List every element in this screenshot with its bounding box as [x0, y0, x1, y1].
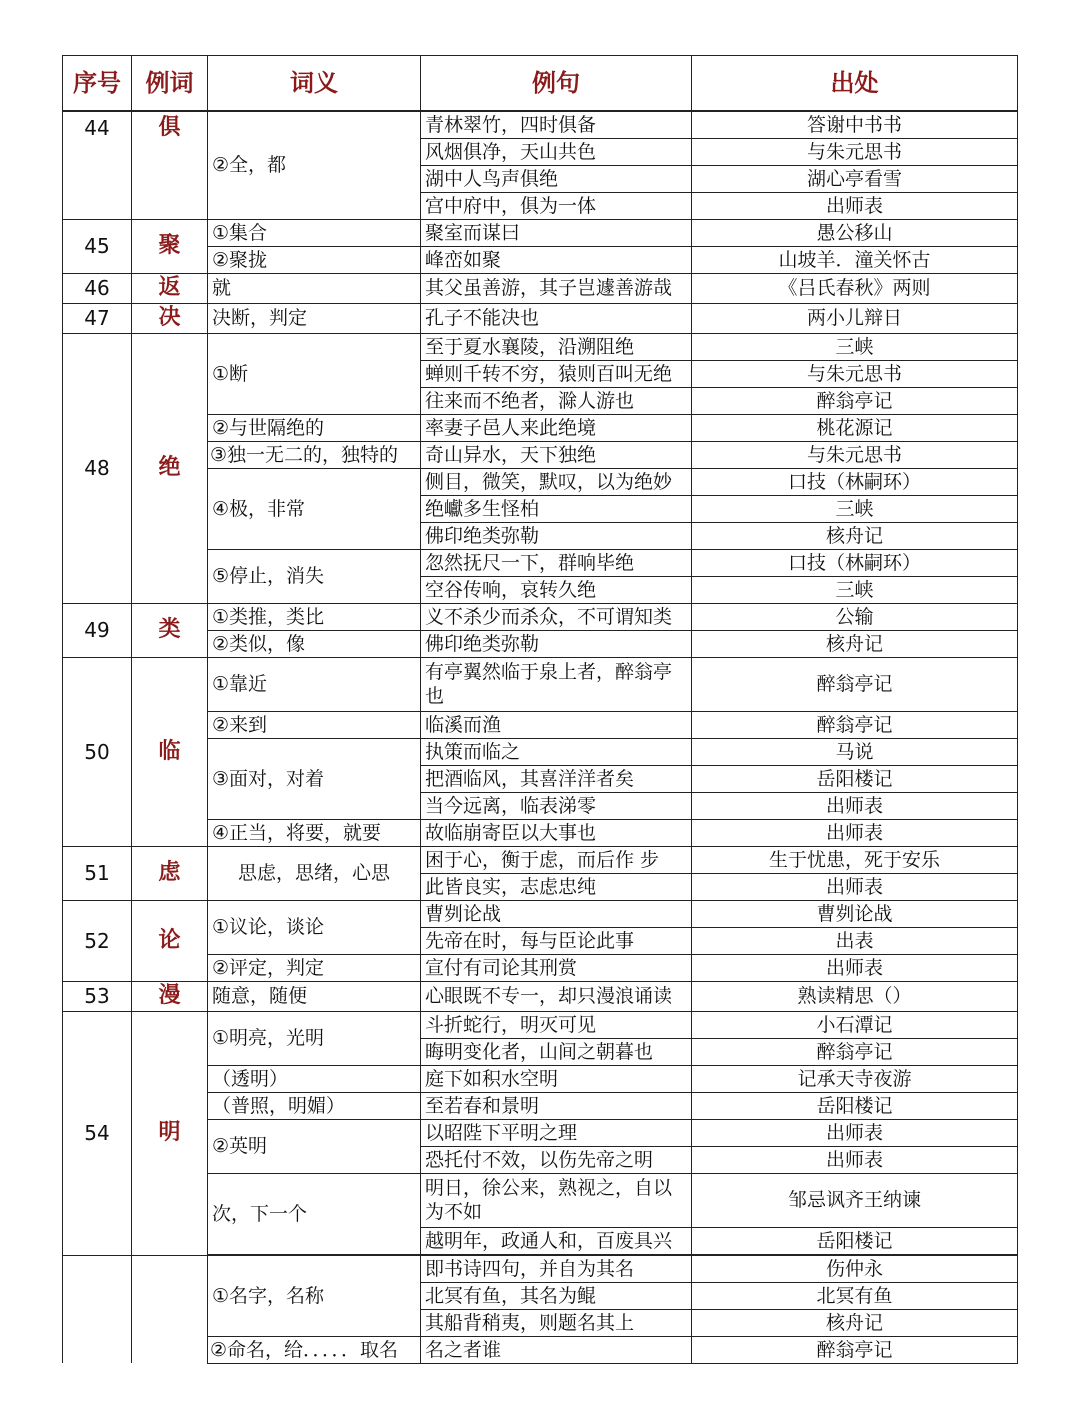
example-cell: 当今远离，临表涕零 [421, 792, 692, 819]
example-cell: 宣付有司论其刑赏 [421, 954, 692, 981]
example-cell: 有亭翼然临于泉上者，醉翁亭也 [421, 657, 692, 711]
example-cell: 蝉则千转不穷，猿则百叫无绝 [421, 360, 692, 387]
word-cell: 聚 [132, 219, 208, 273]
source-cell: 岳阳楼记 [692, 1227, 1018, 1254]
example-cell: 奇山异水，天下独绝 [421, 441, 692, 468]
source-cell: 醉翁亭记 [692, 387, 1018, 414]
source-cell: 出师表 [692, 873, 1018, 900]
source-cell: 桃花源记 [692, 414, 1018, 441]
source-cell: 三峡 [692, 576, 1018, 603]
meaning-cell: （透明） [208, 1065, 421, 1092]
seq-cell: 54 [63, 1011, 132, 1255]
source-cell: 曹刿论战 [692, 900, 1018, 927]
source-cell: 《吕氏春秋》两则 [692, 273, 1018, 303]
header-row [63, 56, 1018, 112]
source-cell: 出表 [692, 927, 1018, 954]
word-cell: 临 [132, 657, 208, 846]
source-cell: 邹忌讽齐王纳谏 [692, 1173, 1018, 1227]
word-cell: 绝 [132, 333, 208, 603]
example-cell: 至于夏水襄陵，沿溯阻绝 [421, 333, 692, 360]
example-cell: 庭下如积水空明 [421, 1065, 692, 1092]
word-cell: 决 [132, 303, 208, 333]
header-example: 例句 [421, 56, 692, 112]
example-cell: 晦明变化者，山间之朝暮也 [421, 1038, 692, 1065]
source-cell: 出师表 [692, 792, 1018, 819]
example-cell: 心眼既不专一，却只漫浪诵读 [421, 981, 692, 1011]
vocabulary-table [62, 55, 1018, 1364]
header-seq: 序号 [63, 56, 132, 112]
source-cell: 岳阳楼记 [692, 765, 1018, 792]
word-cell: 虑 [132, 846, 208, 900]
seq-cell: 49 [63, 603, 132, 657]
example-cell: 先帝在时，每与臣论此事 [421, 927, 692, 954]
source-cell: 小石潭记 [692, 1011, 1018, 1038]
meaning-cell: ①类推，类比 [208, 603, 421, 630]
source-cell: 生于忧患，死于安乐 [692, 846, 1018, 873]
source-cell: 北冥有鱼 [692, 1282, 1018, 1309]
example-cell: 峰峦如聚 [421, 246, 692, 273]
source-cell: 公输 [692, 603, 1018, 630]
meaning-cell: 思虑，思绪，心思 [208, 846, 421, 900]
table-row [63, 219, 1018, 246]
word-cell: 论 [132, 900, 208, 981]
source-cell: 答谢中书书 [692, 111, 1018, 138]
example-cell: 义不杀少而杀众，不可谓知类 [421, 603, 692, 630]
meaning-cell: ②全，都 [208, 111, 421, 219]
meaning-cell: ①靠近 [208, 657, 421, 711]
example-cell: 恐托付不效，以伤先帝之明 [421, 1146, 692, 1173]
source-cell: 山坡羊．潼关怀古 [692, 246, 1018, 273]
source-cell: 核舟记 [692, 630, 1018, 657]
table-row [63, 846, 1018, 873]
meaning-cell: ②评定，判定 [208, 954, 421, 981]
meaning-cell: 就 [208, 273, 421, 303]
example-cell: 其船背稍夷，则题名其上 [421, 1309, 692, 1336]
seq-cell: 45 [63, 219, 132, 273]
source-cell: 伤仲永 [692, 1255, 1018, 1282]
table-row [63, 1255, 1018, 1282]
meaning-cell: ②英明 [208, 1119, 421, 1173]
header-source: 出处 [692, 56, 1018, 112]
meaning-cell: ②聚拢 [208, 246, 421, 273]
source-cell: 两小儿辩日 [692, 303, 1018, 333]
example-cell: 临溪而渔 [421, 711, 692, 738]
source-cell: 核舟记 [692, 522, 1018, 549]
example-cell: 此皆良实，志虑忠纯 [421, 873, 692, 900]
example-cell: 佛印绝类弥勒 [421, 522, 692, 549]
source-cell: 醉翁亭记 [692, 657, 1018, 711]
word-cell: 返 [132, 273, 208, 303]
meaning-cell: ③面对，对着 [208, 738, 421, 819]
example-cell: 斗折蛇行，明灭可见 [421, 1011, 692, 1038]
source-cell: 三峡 [692, 333, 1018, 360]
example-cell: 把酒临风，其喜洋洋者矣 [421, 765, 692, 792]
source-cell: 出师表 [692, 192, 1018, 219]
example-cell: 青林翠竹，四时俱备 [421, 111, 692, 138]
meaning-cell: ①集合 [208, 219, 421, 246]
example-cell: 侧目，微笑，默叹，以为绝妙 [421, 468, 692, 495]
example-cell: 空谷传响，哀转久绝 [421, 576, 692, 603]
meaning-cell: ③独一无二的，独特的 [208, 441, 421, 468]
example-cell: 执策而临之 [421, 738, 692, 765]
meaning-cell: ②与世隔绝的 [208, 414, 421, 441]
source-cell: 口技（林嗣环） [692, 549, 1018, 576]
source-cell: 湖心亭看雪 [692, 165, 1018, 192]
meaning-cell: ⑤停止，消失 [208, 549, 421, 603]
meaning-cell: 随意，随便 [208, 981, 421, 1011]
example-cell: 率妻子邑人来此绝境 [421, 414, 692, 441]
meaning-cell: ①明亮，光明 [208, 1011, 421, 1065]
seq-cell: 52 [63, 900, 132, 981]
example-cell: 越明年，政通人和，百废具兴 [421, 1227, 692, 1254]
table-row [63, 900, 1018, 927]
source-cell: 醉翁亭记 [692, 1038, 1018, 1065]
table-row [63, 657, 1018, 711]
meaning-cell: ②命名，给．．．．．取名 [208, 1336, 421, 1363]
seq-cell: 50 [63, 657, 132, 846]
source-cell: 醉翁亭记 [692, 711, 1018, 738]
source-cell: 出师表 [692, 1146, 1018, 1173]
seq-cell: 46 [63, 273, 132, 303]
word-cell [132, 1255, 208, 1363]
source-cell: 醉翁亭记 [692, 1336, 1018, 1363]
seq-cell: 48 [63, 333, 132, 603]
source-cell: 岳阳楼记 [692, 1092, 1018, 1119]
source-cell: 口技（林嗣环） [692, 468, 1018, 495]
source-cell: 与朱元思书 [692, 441, 1018, 468]
example-cell: 北冥有鱼，其名为鲲 [421, 1282, 692, 1309]
source-cell: 与朱元思书 [692, 138, 1018, 165]
header-word: 例词 [132, 56, 208, 112]
source-cell: 与朱元思书 [692, 360, 1018, 387]
source-cell: 马说 [692, 738, 1018, 765]
example-cell: 往来而不绝者，滁人游也 [421, 387, 692, 414]
example-cell: 宫中府中，俱为一体 [421, 192, 692, 219]
example-cell: 其父虽善游，其子岂遽善游哉 [421, 273, 692, 303]
example-cell: 至若春和景明 [421, 1092, 692, 1119]
source-cell: 三峡 [692, 495, 1018, 522]
source-cell: 出师表 [692, 954, 1018, 981]
table-row [63, 333, 1018, 360]
header-meaning: 词义 [208, 56, 421, 112]
example-cell: 名之者谁 [421, 1336, 692, 1363]
example-cell: 风烟俱净，天山共色 [421, 138, 692, 165]
meaning-cell: （普照，明媚） [208, 1092, 421, 1119]
table-row [63, 303, 1018, 333]
seq-cell [63, 1255, 132, 1363]
table-row [63, 111, 1018, 138]
example-cell: 明日，徐公来，熟视之，自以为不如 [421, 1173, 692, 1227]
table-row [63, 981, 1018, 1011]
example-cell: 即书诗四句，并自为其名 [421, 1255, 692, 1282]
seq-cell: 47 [63, 303, 132, 333]
word-cell: 明 [132, 1011, 208, 1255]
example-cell: 聚室而谋曰 [421, 219, 692, 246]
source-cell: 出师表 [692, 819, 1018, 846]
example-cell: 以昭陛下平明之理 [421, 1119, 692, 1146]
example-cell: 湖中人鸟声俱绝 [421, 165, 692, 192]
word-cell: 漫 [132, 981, 208, 1011]
meaning-cell: ①名字，名称 [208, 1255, 421, 1336]
meaning-cell: ④正当，将要，就要 [208, 819, 421, 846]
example-cell: 曹刿论战 [421, 900, 692, 927]
meaning-cell: ②来到 [208, 711, 421, 738]
word-cell: 类 [132, 603, 208, 657]
source-cell: 核舟记 [692, 1309, 1018, 1336]
example-cell: 故临崩寄臣以大事也 [421, 819, 692, 846]
source-cell: 记承天寺夜游 [692, 1065, 1018, 1092]
example-cell: 佛印绝类弥勒 [421, 630, 692, 657]
source-cell: 熟读精思（） [692, 981, 1018, 1011]
seq-cell: 53 [63, 981, 132, 1011]
example-cell: 绝巘多生怪柏 [421, 495, 692, 522]
table-row [63, 273, 1018, 303]
table-row [63, 603, 1018, 630]
table-row [63, 1011, 1018, 1038]
example-cell: 忽然抚尺一下，群响毕绝 [421, 549, 692, 576]
source-cell: 愚公移山 [692, 219, 1018, 246]
source-cell: 出师表 [692, 1119, 1018, 1146]
meaning-cell: 次，下一个 [208, 1173, 421, 1254]
meaning-cell: ②类似，像 [208, 630, 421, 657]
meaning-cell: 决断，判定 [208, 303, 421, 333]
example-cell: 困于心，衡于虑，而后作 步 [421, 846, 692, 873]
seq-cell: 51 [63, 846, 132, 900]
word-cell: 俱 [132, 111, 208, 219]
seq-cell: 44 [63, 111, 132, 219]
meaning-cell: ④极，非常 [208, 468, 421, 549]
meaning-cell: ①断 [208, 333, 421, 414]
example-cell: 孔子不能决也 [421, 303, 692, 333]
meaning-cell: ①议论，谈论 [208, 900, 421, 954]
